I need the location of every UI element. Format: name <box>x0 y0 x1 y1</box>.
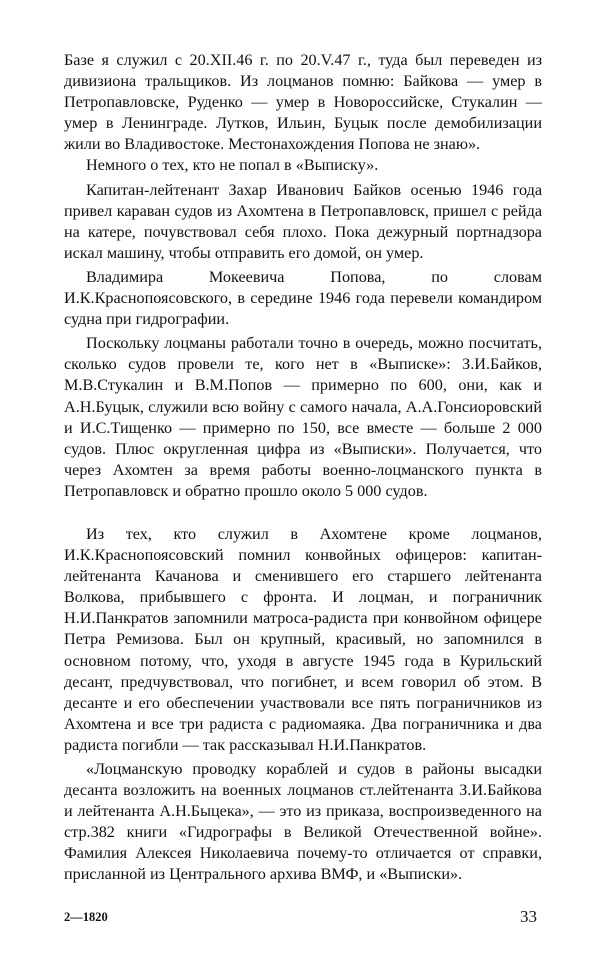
paragraph: Капитан-лейтенант Захар Иванович Байков осенью 1946 года привел караван судов из Ахомтена в Петропавловск, пришел с рейда на катере, почувствовал себя плохо. Пока дежурный портнадзора искал машину, чтобы отправить его домой, он умер. <box>64 180 542 262</box>
paragraph-continuation: Базе я служил с 20.XII.46 г. по 20.V.47 г., туда был переведен из дивизиона тральщиков. Из лоцманов помню: Байкова — умер в Петропавловске, Руденко — умер в Новороссийске, Стукалин — умер в Ленинграде. Лутков, Ильин, Буцык после демобилизации жили во Владивостоке. Местонахождения Попова не знаю». <box>64 51 542 154</box>
paragraph: Поскольку лоцманы работали точно в очередь, можно посчитать, сколько судов провели те, кого нет в «Выписке»: З.И.Байков, М.В.Стукалин и В.М.Попов — примерно по 600, они, как и А.Н.Буцык, служили всю войну с самого начала, А.А.Гонсиоровский и И.С.Тищенко — примерно по 150, все вместе — больше 2 000 судов. Плюс округленная цифра из «Выписки». Получается, что через Ахомтен за время работы военно-лоцманского пункта в Петропавловск и обратно прошло около 5 000 судов. <box>64 334 542 500</box>
page-number: 33 <box>520 907 537 926</box>
paragraph: Немного о тех, кто не попал в «Выписку». <box>86 156 379 175</box>
printer-signature: 2—1820 <box>64 910 108 924</box>
paragraph: Из тех, кто служил в Ахомтене кроме лоцманов, И.К.Краснопоясовский помнил конвойных офицеров: капитан-лейтенанта Качанова и сменившего его старшего лейтенанта Волкова, прибывшего с фронта. И лоцман, и пограничник Н.И.Панкратов запомнили матроса-радиста при конвойном офицере Петра Ремизова. Был он крупный, красивый, но запомнился в основном потому, что, уходя в августе 1945 года в Курильский десант, предчувствовал, что погибнет, и всем говорил об этом. В десанте и его обеспечении участвовали все пять пограничников из Ахомтена и все три радиста с радиомаяка. Два пограничника и два радиста погибли — так рассказывал Н.И.Панкратов. <box>64 524 542 754</box>
paragraph: «Лоцманскую проводку кораблей и судов в районы высадки десанта возложить на военных лоцманов ст.лейтенанта З.И.Байкова и лейтенанта А.Н.Быцека», — это из приказа, воспроизведенного на стр.382 книги «Гидрографы в Великой Отечественной войне». Фамилия Алексея Николаевича почему-то отличается от справки, присланной из Центрального архива ВМФ, и «Выписки». <box>64 760 542 884</box>
paragraph: Владимира Мокеевича Попова, по словам И.К.Краснопоясовского, в середине 1946 года перевели командиром судна при гидрографии. <box>64 267 542 329</box>
body-text <box>64 50 542 886</box>
